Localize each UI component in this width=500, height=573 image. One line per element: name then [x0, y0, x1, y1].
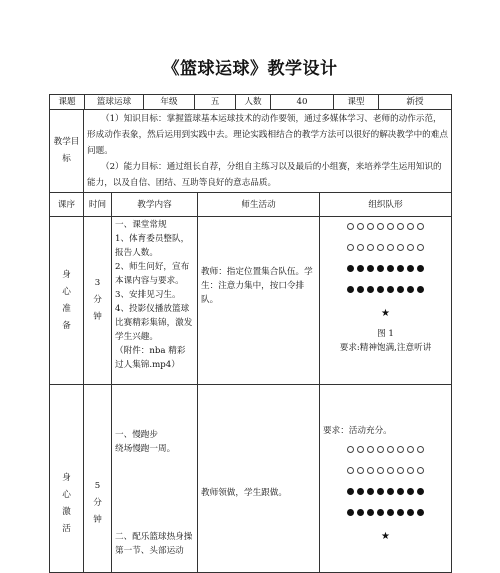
- list-item: 1、体育委员整队，报告人数。: [115, 234, 190, 258]
- hollow-circle-icon: [397, 244, 404, 251]
- section1-content-list: [115, 232, 194, 372]
- section2-part2-detail: 第一节、头部运动: [115, 546, 184, 556]
- solid-circle-icon: [387, 509, 394, 516]
- section1-time: [84, 217, 112, 385]
- solid-circle-icon: [407, 488, 414, 495]
- lesson-label: 课题: [50, 95, 85, 109]
- solid-circle-icon: [357, 509, 364, 516]
- hollow-circle-icon: [347, 244, 354, 251]
- formation-row: [323, 488, 448, 497]
- solid-circle-icon: [357, 488, 364, 495]
- solid-circle-icon: [407, 509, 414, 516]
- hollow-circle-icon: [417, 467, 424, 474]
- hollow-circle-icon: [357, 223, 364, 230]
- hollow-circle-icon: [387, 467, 394, 474]
- lesson-plan-table: [49, 94, 452, 573]
- hollow-circle-icon: [387, 446, 394, 453]
- solid-circle-icon: [417, 509, 424, 516]
- column-header-row: [50, 193, 452, 217]
- hollow-circle-icon: [387, 223, 394, 230]
- list-item: （附件：nba 精彩过人集锦.mp4）: [115, 346, 186, 370]
- hollow-circle-icon: [357, 467, 364, 474]
- formation-row: [323, 286, 448, 295]
- hollow-circle-icon: [367, 223, 374, 230]
- hollow-circle-icon: [347, 223, 354, 230]
- formation-row: [323, 467, 448, 476]
- teacher-star-icon: ★: [381, 531, 390, 542]
- section2-activity: [198, 385, 320, 573]
- section2-part1-detail: 绕场慢跑一周。: [115, 444, 176, 454]
- solid-circle-icon: [417, 286, 424, 293]
- hollow-circle-icon: [377, 446, 384, 453]
- hollow-circle-icon: [417, 244, 424, 251]
- goals-label-text: 教学目标: [53, 137, 80, 164]
- solid-circle-icon: [407, 265, 414, 272]
- hollow-circle-icon: [397, 467, 404, 474]
- goals-label: [50, 110, 84, 193]
- formation-row: [323, 265, 448, 274]
- count-value: 40: [271, 95, 334, 109]
- solid-circle-icon: [367, 265, 374, 272]
- section2-content: [112, 385, 198, 573]
- section1-content: [112, 217, 198, 385]
- solid-circle-icon: [347, 286, 354, 293]
- hollow-circle-icon: [367, 446, 374, 453]
- section1-activity-text: 教师：指定位置集合队伍。学生：注意力集中，按口令排队。: [201, 266, 313, 305]
- section2-part2: 二、配乐篮球热身操: [115, 532, 193, 542]
- hollow-circle-icon: [377, 244, 384, 251]
- solid-circle-icon: [397, 488, 404, 495]
- hollow-circle-icon: [347, 467, 354, 474]
- solid-circle-icon: [367, 488, 374, 495]
- section2-part1: 一、慢跑步: [115, 430, 158, 440]
- grade-label: 年级: [144, 95, 195, 109]
- section1-requirement: 要求:精神饱满,注意听讲: [339, 343, 432, 353]
- list-item: 4、投影仪播放篮球比赛精彩集锦，激发学生兴趣。: [115, 304, 193, 342]
- goals-content: [84, 110, 452, 193]
- hollow-circle-icon: [407, 223, 414, 230]
- count-label: 人数: [236, 95, 271, 109]
- formation-diagram: [323, 446, 448, 518]
- list-item: 2、师生问好，宣布本课内容与要求。: [115, 262, 190, 286]
- solid-circle-icon: [377, 488, 384, 495]
- solid-circle-icon: [417, 265, 424, 272]
- figure-caption: 图 1: [377, 329, 394, 339]
- section2-row: [50, 385, 452, 573]
- hollow-circle-icon: [377, 467, 384, 474]
- list-item: 3、安排见习生。: [115, 290, 181, 300]
- solid-circle-icon: [387, 488, 394, 495]
- solid-circle-icon: [387, 286, 394, 293]
- section1-activity: [198, 217, 320, 385]
- solid-circle-icon: [407, 286, 414, 293]
- solid-circle-icon: [347, 265, 354, 272]
- col-activity: 师生活动: [198, 193, 320, 217]
- solid-circle-icon: [387, 265, 394, 272]
- section2-time: [84, 385, 112, 573]
- section1-label-text: 身心准备: [62, 269, 71, 331]
- solid-circle-icon: [377, 286, 384, 293]
- hollow-circle-icon: [417, 446, 424, 453]
- solid-circle-icon: [417, 488, 424, 495]
- solid-circle-icon: [377, 265, 384, 272]
- hollow-circle-icon: [417, 223, 424, 230]
- col-order: 课序: [50, 193, 84, 217]
- solid-circle-icon: [367, 286, 374, 293]
- hollow-circle-icon: [407, 244, 414, 251]
- solid-circle-icon: [397, 509, 404, 516]
- solid-circle-icon: [347, 509, 354, 516]
- type-label: 课型: [334, 95, 379, 109]
- section2-time-text: 5分钟: [93, 481, 102, 525]
- hollow-circle-icon: [367, 467, 374, 474]
- solid-circle-icon: [377, 509, 384, 516]
- solid-circle-icon: [397, 265, 404, 272]
- section2-activity-text: 教师领做，学生跟做。: [201, 488, 287, 498]
- section1-label: [50, 217, 84, 385]
- section1-content-heading: 一、课堂常规: [115, 220, 167, 230]
- document-title: 《篮球运球》教学设计: [162, 59, 338, 79]
- hollow-circle-icon: [347, 446, 354, 453]
- solid-circle-icon: [397, 286, 404, 293]
- grade-value: 五: [195, 95, 236, 109]
- hollow-circle-icon: [397, 223, 404, 230]
- hollow-circle-icon: [407, 467, 414, 474]
- solid-circle-icon: [347, 488, 354, 495]
- teacher-star-icon: ★: [381, 308, 390, 319]
- knowledge-goal: （1）知识目标：掌握篮球基本运球技术的动作要领，通过多媒体学习、老师的动作示范，形成动作表象，然后运用到实践中去。理论实践相结合的教学方法可以很好的解决教学中的难点问题。: [87, 114, 448, 156]
- formation-row: [323, 223, 448, 232]
- ability-goal: （2）能力目标：通过组长自荐，分组自主练习以及最后的小组赛，来培养学生运用知识的能力，以及自信、团结、互助等良好的意志品质。: [87, 162, 442, 188]
- section2-label-text: 身心激活: [62, 472, 71, 534]
- hollow-circle-icon: [397, 446, 404, 453]
- col-time: 时间: [84, 193, 112, 217]
- type-value: 新授: [406, 97, 424, 107]
- section1-row: [50, 217, 452, 385]
- solid-circle-icon: [357, 286, 364, 293]
- hollow-circle-icon: [377, 223, 384, 230]
- hollow-circle-icon: [367, 244, 374, 251]
- section2-formation: [320, 385, 452, 573]
- goals-row: [50, 110, 452, 193]
- formation-row: [323, 244, 448, 253]
- solid-circle-icon: [367, 509, 374, 516]
- solid-circle-icon: [357, 265, 364, 272]
- hollow-circle-icon: [357, 446, 364, 453]
- col-formation: 组织队形: [320, 193, 452, 217]
- lesson-value: 篮球运球: [85, 95, 144, 109]
- hollow-circle-icon: [387, 244, 394, 251]
- section2-label: [50, 385, 84, 573]
- hollow-circle-icon: [407, 446, 414, 453]
- section1-time-text: 3分钟: [93, 278, 102, 322]
- col-content: 教学内容: [112, 193, 198, 217]
- section1-formation: [320, 217, 452, 385]
- section2-requirement: 要求：活动充分。: [323, 426, 392, 436]
- header-row: [50, 95, 452, 110]
- formation-row: [323, 446, 448, 455]
- formation-row: [323, 509, 448, 518]
- hollow-circle-icon: [357, 244, 364, 251]
- formation-diagram: [323, 223, 448, 295]
